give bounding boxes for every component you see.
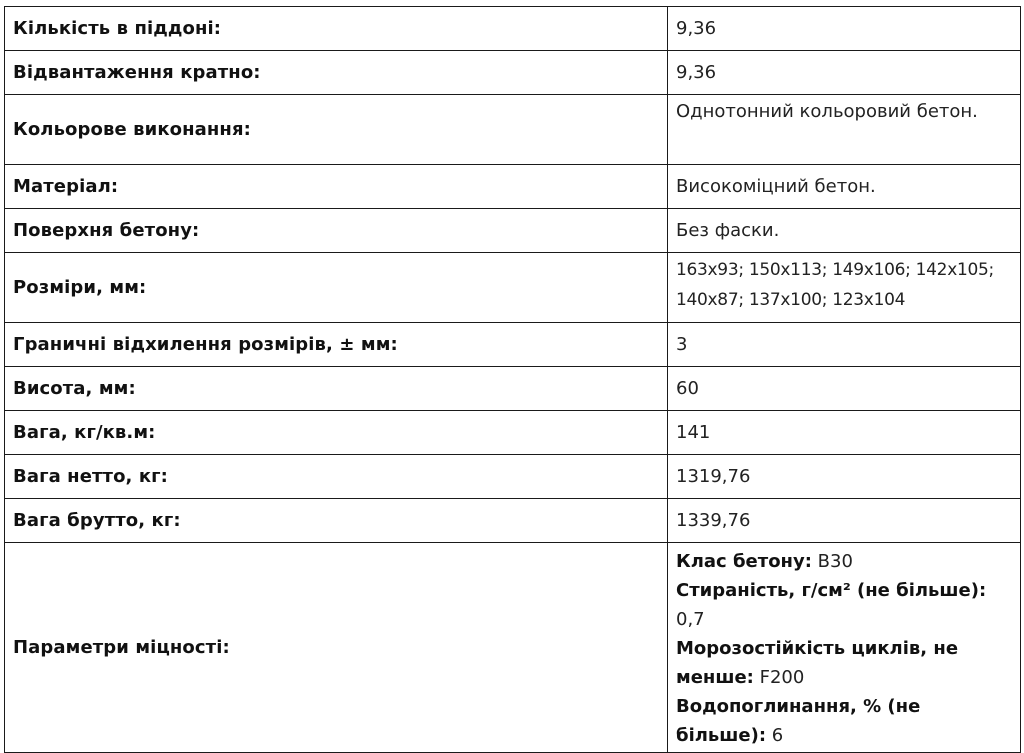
row-value-pallet-quantity: 9,36	[668, 7, 1021, 51]
strength-item-key: Морозостійкість циклів, не менше:	[676, 638, 959, 688]
row-label-dimensions: Розміри, мм:	[5, 253, 668, 323]
row-value-height: 60	[668, 367, 1021, 411]
strength-item	[676, 547, 1012, 576]
row-value-surface: Без фаски.	[668, 209, 1021, 253]
strength-item-value: F200	[759, 667, 805, 688]
row-label-color: Кольорове виконання:	[5, 95, 668, 165]
strength-item	[676, 692, 1012, 750]
table-row	[5, 95, 1021, 165]
strength-item	[676, 634, 1012, 692]
table-row	[5, 209, 1021, 253]
row-label-surface: Поверхня бетону:	[5, 209, 668, 253]
strength-item	[676, 576, 1012, 634]
table-row	[5, 323, 1021, 367]
row-value-weight-per-sqm: 141	[668, 411, 1021, 455]
row-value-strength	[668, 543, 1021, 753]
table-row	[5, 7, 1021, 51]
row-label-weight-per-sqm: Вага, кг/кв.м:	[5, 411, 668, 455]
strength-item-key: Клас бетону:	[676, 551, 812, 572]
strength-item-value: 0,7	[676, 609, 705, 630]
table-row	[5, 165, 1021, 209]
table-row	[5, 51, 1021, 95]
table-row	[5, 253, 1021, 323]
row-label-shipment-multiple: Відвантаження кратно:	[5, 51, 668, 95]
row-value-shipment-multiple: 9,36	[668, 51, 1021, 95]
row-value-dimensions: 163x93; 150x113; 149x106; 142x105; 140x87; 137x100; 123x104	[668, 253, 1021, 323]
row-label-height: Висота, мм:	[5, 367, 668, 411]
table-row	[5, 543, 1021, 753]
table-row	[5, 411, 1021, 455]
row-label-material: Матеріал:	[5, 165, 668, 209]
row-value-net-weight: 1319,76	[668, 455, 1021, 499]
table-row	[5, 367, 1021, 411]
row-value-color: Однотонний кольоровий бетон.	[668, 95, 1021, 165]
row-value-material: Високоміцний бетон.	[668, 165, 1021, 209]
product-spec-table	[4, 6, 1021, 753]
strength-item-value: 6	[771, 725, 784, 746]
row-value-gross-weight: 1339,76	[668, 499, 1021, 543]
table-row	[5, 455, 1021, 499]
row-label-net-weight: Вага нетто, кг:	[5, 455, 668, 499]
table-row	[5, 499, 1021, 543]
row-label-tolerance: Граничні відхилення розмірів, ± мм:	[5, 323, 668, 367]
row-label-gross-weight: Вага брутто, кг:	[5, 499, 668, 543]
row-label-pallet-quantity: Кількість в піддоні:	[5, 7, 668, 51]
strength-item-key: Стираність, г/см² (не більше):	[676, 580, 987, 601]
row-label-strength: Параметри міцності:	[5, 543, 668, 753]
strength-item-key: Водопоглинання, % (не більше):	[676, 696, 921, 746]
strength-item-value: B30	[817, 551, 853, 572]
row-value-tolerance: 3	[668, 323, 1021, 367]
